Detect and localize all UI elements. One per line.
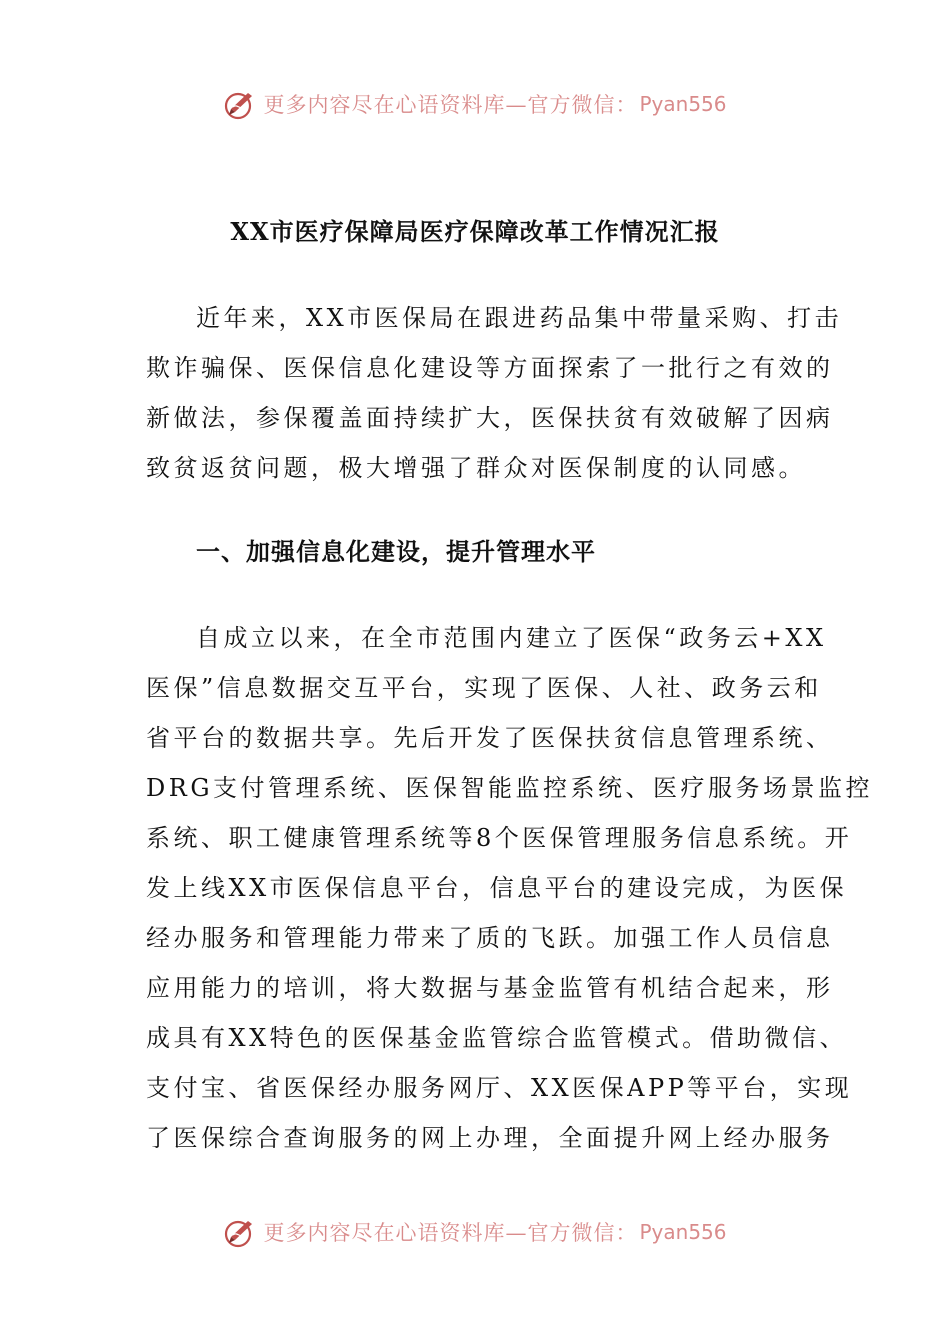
paragraph-line: 经办服务和管理能力带来了质的飞跃。加强工作人员信息 <box>146 924 834 952</box>
watermark-text: 更多内容尽在心语资料库—官方微信： <box>263 93 638 117</box>
footer-watermark <box>0 1212 950 1252</box>
paragraph-line: 支付宝、省医保经办服务网厅、XX医保APP等平台，实现 <box>146 1074 853 1102</box>
paragraph-line: DRG支付管理系统、医保智能监控系统、医疗服务场景监控 <box>146 774 873 802</box>
paragraph-line: 应用能力的培训，将大数据与基金监管有机结合起来，形 <box>146 974 834 1002</box>
paragraph-line: 自成立以来，在全市范围内建立了医保“政务云+XX <box>196 624 827 652</box>
paragraph-line: 欺诈骗保、医保信息化建设等方面探索了一批行之有效的 <box>146 354 834 382</box>
paragraph-line: 医保”信息数据交互平台，实现了医保、人社、政务云和 <box>146 674 822 702</box>
watermark-text: 更多内容尽在心语资料库—官方微信： <box>263 1221 638 1245</box>
paragraph-line: 新做法，参保覆盖面持续扩大，医保扶贫有效破解了因病 <box>146 404 834 432</box>
paragraph-line: 近年来，XX市医保局在跟进药品集中带量采购、打击 <box>196 304 843 332</box>
watermark-wechat-id: Pyan556 <box>639 92 727 116</box>
intro-paragraph <box>146 300 843 500</box>
paragraph-line: 系统、职工健康管理系统等8个医保管理服务信息系统。开 <box>146 824 853 852</box>
section-1-paragraph <box>146 620 873 1170</box>
paragraph-line: 了医保综合查询服务的网上办理，全面提升网上经办服务 <box>146 1124 834 1152</box>
paragraph-line: 省平台的数据共享。先后开发了医保扶贫信息管理系统、 <box>146 724 834 752</box>
paragraph-line: 成具有XX特色的医保基金监管综合监管模式。借助微信、 <box>146 1024 848 1052</box>
paragraph-line: 发上线XX市医保信息平台，信息平台的建设完成，为医保 <box>146 874 848 902</box>
paragraph-line: 致贫返贫问题，极大增强了群众对医保制度的认同感。 <box>146 454 806 482</box>
pen-logo-icon <box>223 87 257 121</box>
section-heading: 一、加强信息化建设，提升管理水平 <box>196 538 596 566</box>
document-title: XX市医疗保障局医疗保障改革工作情况汇报 <box>230 217 720 246</box>
header-watermark <box>0 84 950 124</box>
pen-logo-icon <box>223 1215 257 1249</box>
watermark-wechat-id: Pyan556 <box>639 1220 727 1244</box>
